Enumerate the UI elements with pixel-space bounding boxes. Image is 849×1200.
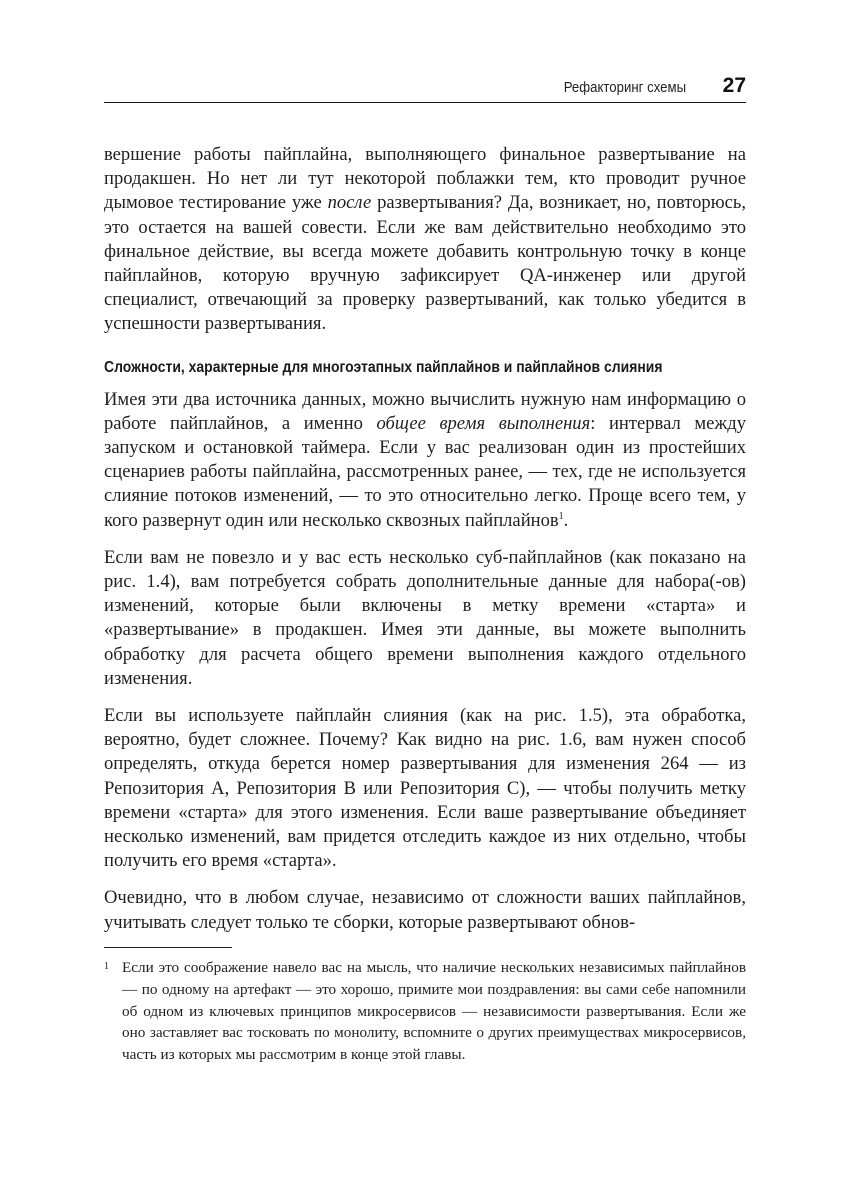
paragraph [104, 388, 746, 533]
footnote [104, 957, 746, 1066]
text-run: развертывания? Да, возникает, но, повторюсь, это остается на вашей совести. Если же вам действительно необходимо это финальное действие, вы всегда можете добавить контрольную точку в конце пайплайнов, которую вручную зафиксирует QA-инженер или другой специалист, отвечающий за проверку развертываний, как только убедится в успешности развертывания. [104, 192, 746, 335]
text-run: : интервал между запуском и остановкой таймера. Если у вас реализован один из простейших сценариев работы пайплайна, рассмотренных ранее, — тех, где не используется слияние потоков изменений, — то это относительно легко. Проще всего тем, у кого развернут один или несколько сквозных пайплайнов [104, 412, 746, 531]
page-number: 27 [722, 74, 746, 97]
emphasis-text: после [327, 192, 372, 214]
running-header-section-title: Рефакторинг схемы [563, 79, 686, 96]
emphasis-text: общее время выполнения [376, 412, 591, 434]
text-run: вершение работы пайплайна, выполняющего финальное развертывание на продакшен. Но нет ли тут некоторой поблажки тем, кто проводит ручное дымовое тестирование уже [104, 144, 746, 214]
text-run: Имея эти два источника данных, можно вычислить нужную нам информацию о работе пайплайнов, а именно [104, 388, 746, 434]
text-run: . [563, 509, 569, 531]
paragraph: Очевидно, что в любом случае, независимо от сложности ваших пайплайнов, учитывать следует только те сборки, которые развертывают обнов- [104, 887, 746, 933]
paragraph-continued [104, 143, 746, 337]
main-text [104, 143, 746, 948]
footnote-divider [104, 947, 232, 948]
footnote-text: Если это соображение навело вас на мысль, что наличие нескольких независимых пайплайнов — по одному на артефакт — это хорошо, примите мои поздравления: вы сами себе напомнили об одном из ключевых принципов микросервисов — независимости развертывания. Если же оно заставляет вас тосковать по монолиту, вспомните о других преимуществах микросервисов, часть из которых мы рассмотрим в конце этой главы. [122, 959, 746, 1064]
footnote-number: 1 [104, 961, 109, 972]
footnote-reference[interactable]: 1 [558, 510, 564, 522]
running-header [104, 76, 746, 103]
section-heading: Сложности, характерные для многоэтапных пайплайнов и пайплайнов слияния [104, 358, 663, 376]
paragraph: Если вам не повезло и у вас есть несколько суб-пайплайнов (как показано на рис. 1.4), вам потребуется собрать дополнительные данные для набора(-ов) изменений, которые были включены в метку времени «старта» и «развертывание» в продакшен. Имея эти данные, вы можете выполнить обработку для расчета общего времени выполнения каждого отдельного изменения. [104, 546, 746, 689]
paragraph: Если вы используете пайплайн слияния (как на рис. 1.5), эта обработка, вероятно, будет сложнее. Почему? Как видно на рис. 1.6, вам нужен способ определять, откуда берется номер развертывания для изменения 264 — из Репозитория A, Репозитория B или Репозитория C), — чтобы получить метку времени «старта» для этого изменения. Если ваше развертывание объединяет несколько изменений, вам придется отследить каждое из них отдельно, чтобы получить его время «старта». [104, 705, 746, 872]
